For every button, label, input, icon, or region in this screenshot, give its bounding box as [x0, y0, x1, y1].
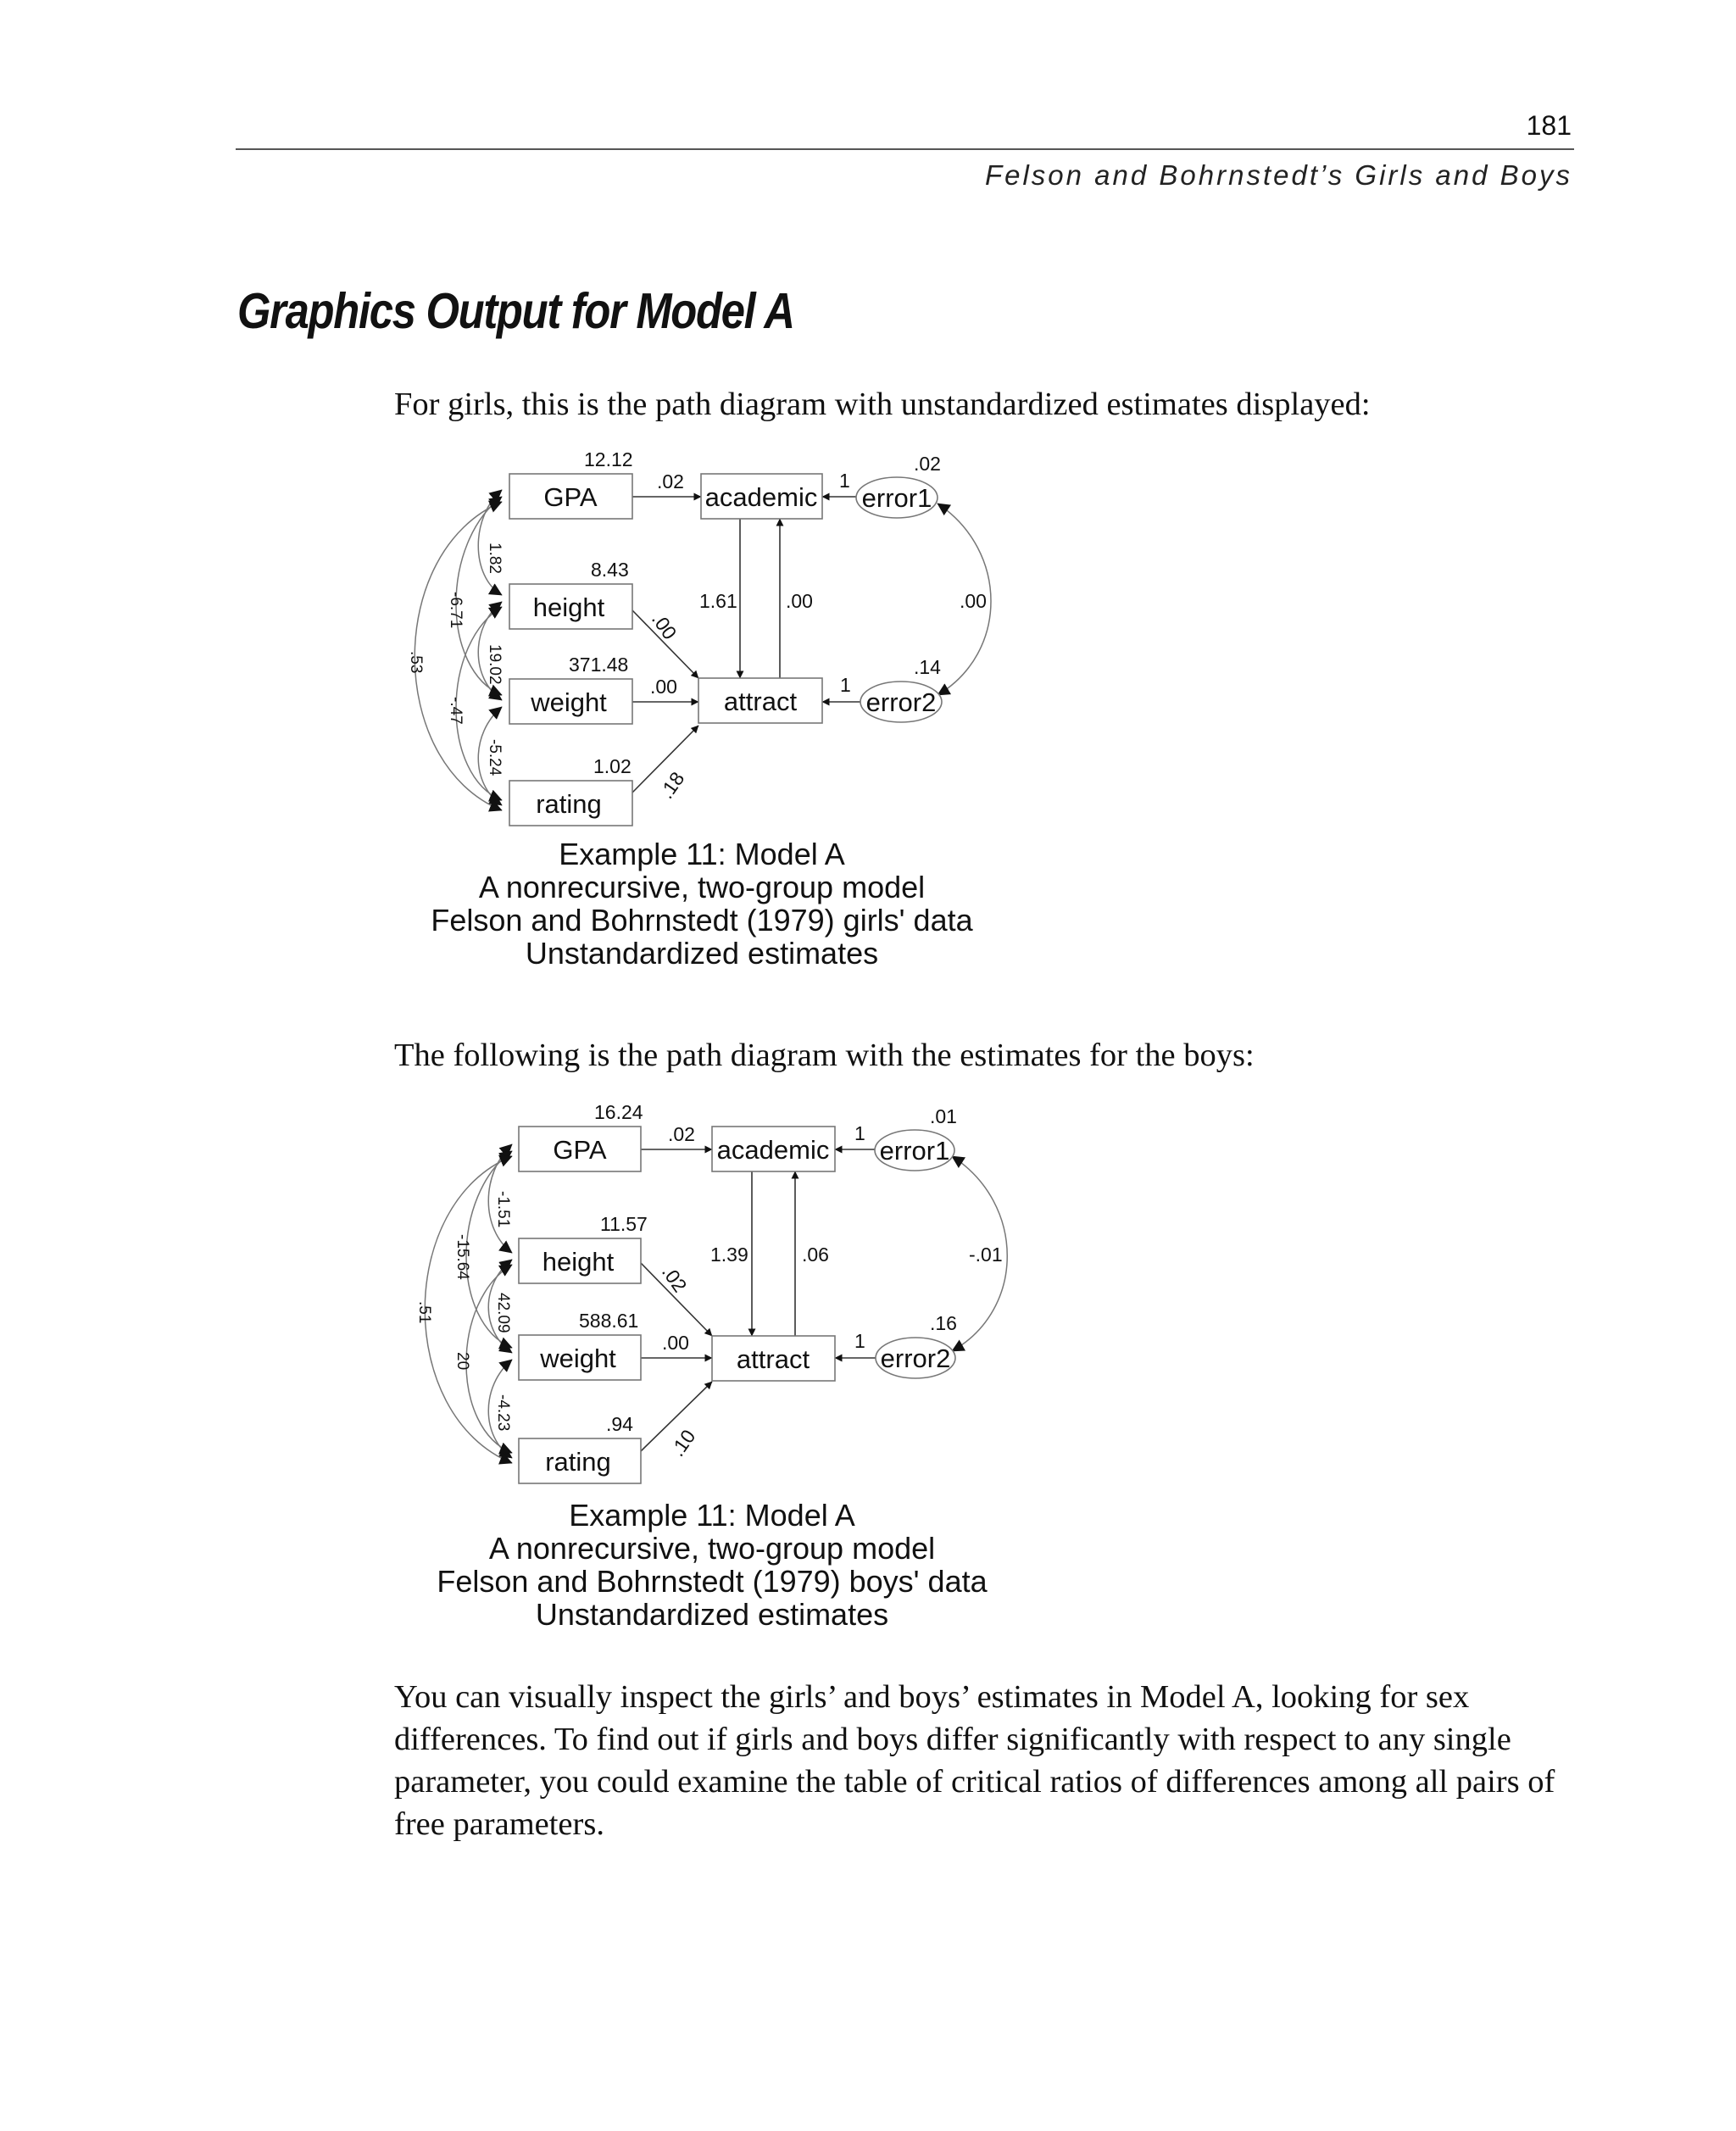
- label-rating-attract: .10: [665, 1425, 700, 1461]
- node-weight-label: weight: [540, 1344, 616, 1373]
- var-height: 11.57: [600, 1213, 648, 1235]
- node-gpa-label: GPA: [543, 482, 598, 512]
- caption-line-3: Felson and Bohrnstedt (1979) girls' data: [431, 903, 973, 938]
- label-error-cov: .00: [960, 590, 987, 612]
- label-academic-attract: 1.61: [699, 590, 737, 612]
- caption-line-1: Example 11: Model A: [569, 1498, 855, 1533]
- node-attract-label: attract: [736, 1344, 810, 1374]
- cov-label-gpa-rating: .51: [415, 1301, 433, 1324]
- node-attract-label: attract: [723, 687, 798, 716]
- caption-line-3: Felson and Bohrnstedt (1979) boys' data: [437, 1564, 988, 1599]
- caption-line-4: Unstandardized estimates: [525, 936, 879, 971]
- node-weight-label: weight: [531, 687, 607, 717]
- label-attract-academic: .00: [786, 590, 813, 612]
- path-diagram-boys-svg: [0, 1093, 1736, 1644]
- var-error2: .16: [930, 1312, 957, 1334]
- label-error-cov: -.01: [969, 1244, 1003, 1266]
- label-academic-attract: 1.39: [710, 1244, 748, 1266]
- var-gpa: 16.24: [594, 1101, 643, 1123]
- label-attract-academic: .06: [802, 1244, 829, 1266]
- label-gpa-academic: .02: [668, 1123, 695, 1145]
- var-rating: 1.02: [593, 755, 632, 777]
- section-title: Graphics Output for Model A: [237, 283, 794, 339]
- cov-label-gpa-weight: -6.71: [447, 592, 465, 629]
- cov-label-gpa-height: -1.51: [494, 1191, 512, 1228]
- cov-label-height-weight: 19.02: [486, 644, 504, 685]
- running-head: Felson and Bohrnstedt’s Girls and Boys: [984, 159, 1572, 191]
- var-gpa: 12.12: [584, 448, 633, 470]
- label-error1-academic: 1: [839, 470, 850, 492]
- node-academic-label: academic: [704, 482, 818, 512]
- node-error2-label: error2: [880, 1344, 951, 1373]
- cov-label-gpa-height: 1.82: [486, 542, 504, 574]
- label-rating-attract: .18: [654, 767, 689, 803]
- node-error1-label: error1: [879, 1136, 950, 1166]
- path-diagram-boys: [0, 1093, 1736, 1644]
- var-height: 8.43: [591, 559, 629, 581]
- page-number: 181: [1526, 110, 1572, 141]
- var-error1: .02: [914, 453, 941, 475]
- intro-boys-paragraph: The following is the path diagram with the estimates for the boys:: [394, 1038, 1255, 1073]
- cov-label-weight-rating: -4.23: [494, 1394, 512, 1432]
- cov-label-height-weight: 42.09: [494, 1293, 512, 1333]
- label-height-attract: .02: [657, 1260, 692, 1297]
- label-weight-attract: .00: [650, 676, 677, 698]
- label-gpa-academic: .02: [657, 470, 684, 492]
- node-rating-label: rating: [536, 789, 602, 819]
- path-diagram-girls: [0, 0, 1736, 983]
- cov-label-height-rating: -.47: [447, 697, 465, 725]
- cov-label-gpa-weight: -15.64: [453, 1234, 471, 1280]
- node-height-label: height: [532, 593, 605, 622]
- node-academic-label: academic: [716, 1135, 830, 1165]
- var-weight: 371.48: [569, 654, 629, 676]
- label-error1-academic: 1: [854, 1122, 865, 1144]
- closing-paragraph: You can visually inspect the girls’ and boys’ estimates in Model A, looking for sex differences. To find out if girls and boys differ significantly with respect to any single parameter, you could examine the table of critical ratios of differences among all pairs of free parameters.: [394, 1679, 1555, 1842]
- node-gpa-label: GPA: [553, 1135, 607, 1165]
- intro-girls-paragraph: For girls, this is the path diagram with unstandardized estimates displayed:: [394, 387, 1371, 422]
- label-error2-attract: 1: [840, 674, 851, 696]
- cov-label-gpa-rating: .53: [407, 651, 425, 674]
- var-rating: .94: [606, 1413, 633, 1435]
- node-rating-label: rating: [545, 1447, 611, 1477]
- caption-line-2: A nonrecursive, two-group model: [488, 1531, 936, 1566]
- var-error2: .14: [914, 656, 941, 678]
- node-error1-label: error1: [861, 483, 932, 513]
- caption-line-2: A nonrecursive, two-group model: [478, 870, 926, 904]
- node-height-label: height: [542, 1247, 615, 1277]
- var-weight: 588.61: [579, 1310, 639, 1332]
- label-height-attract: .00: [647, 608, 682, 644]
- cov-label-weight-rating: -5.24: [486, 739, 504, 776]
- cov-label-height-rating: 20: [453, 1352, 471, 1371]
- label-error2-attract: 1: [854, 1330, 865, 1352]
- caption-line-1: Example 11: Model A: [559, 837, 845, 871]
- node-error2-label: error2: [865, 687, 937, 717]
- var-error1: .01: [930, 1105, 957, 1127]
- caption-line-4: Unstandardized estimates: [535, 1597, 889, 1632]
- label-weight-attract: .00: [662, 1332, 689, 1354]
- path-diagram-girls-svg: [0, 0, 1736, 983]
